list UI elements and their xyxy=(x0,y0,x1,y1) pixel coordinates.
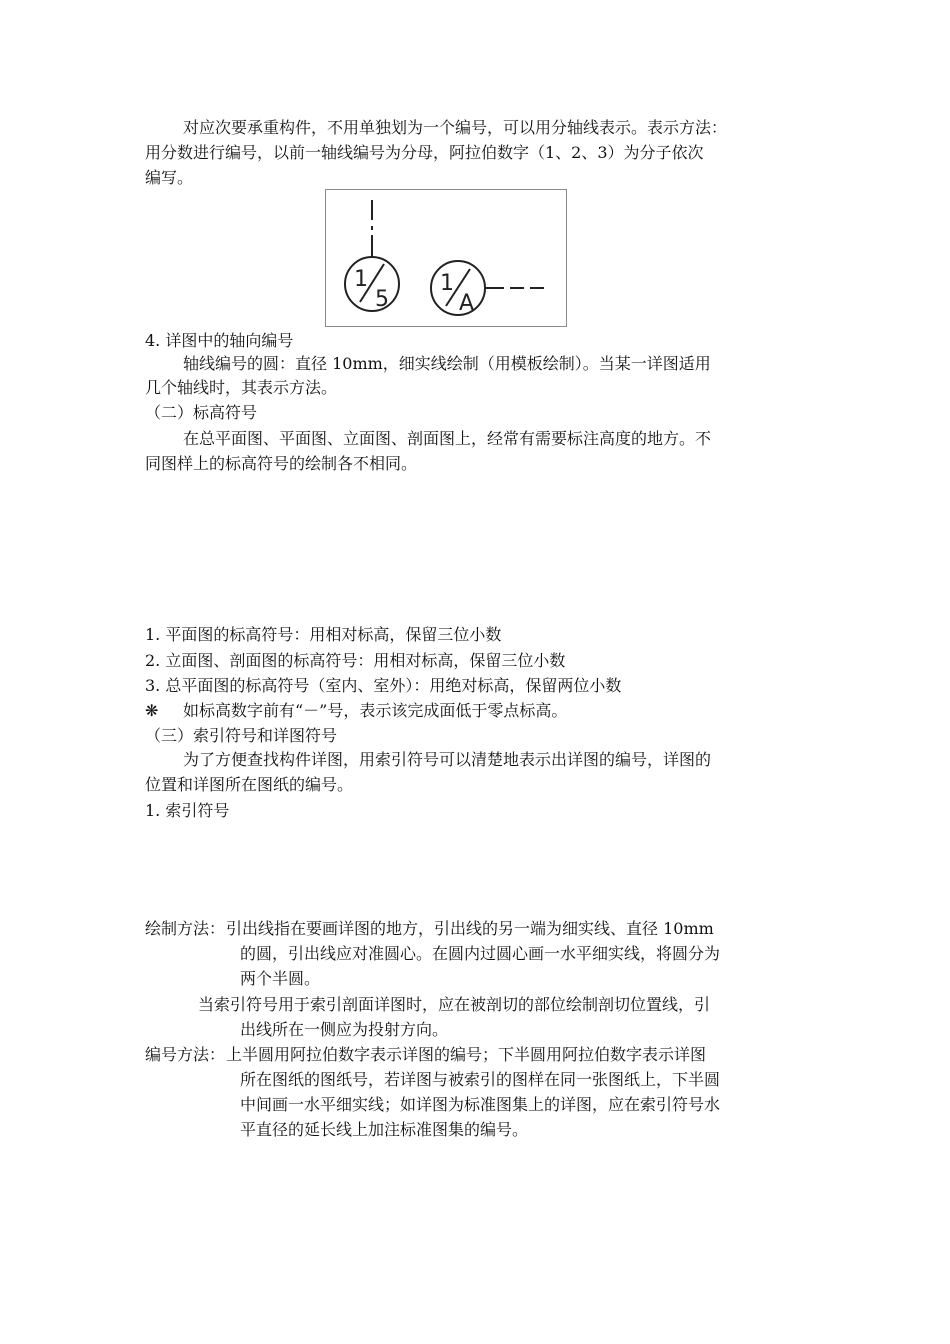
paragraph-line: 对应次要承重构件，不用单独划为一个编号，可以用分轴线表示。表示方法： xyxy=(183,118,728,137)
paragraph-line: 几个轴线时，其表示方法。 xyxy=(145,378,338,397)
paragraph-line: 所在图纸的图纸号，若详图与被索引的图样在同一张图纸上，下半圆 xyxy=(240,1070,721,1089)
section-heading: （三）索引符号和详图符号 xyxy=(145,726,338,745)
axis-symbol-figure xyxy=(325,189,567,327)
list-item: 2. 立面图、剖面图的标高符号：用相对标高，保留三位小数 xyxy=(145,651,566,670)
subsection-heading: 1. 索引符号 xyxy=(145,801,230,820)
method-label: 绘制方法： xyxy=(145,919,226,938)
method-label: 编号方法： xyxy=(145,1045,226,1064)
list-item: 3. 总平面图的标高符号（室内、室外）：用绝对标高，保留两位小数 xyxy=(145,676,622,695)
fraction-numerator: 1 xyxy=(440,271,454,296)
paragraph-line: 中间画一水平细实线；如详图为标准图集上的详图，应在索引符号水 xyxy=(240,1095,721,1114)
paragraph-line: 出线所在一侧应为投射方向。 xyxy=(240,1020,449,1039)
paragraph-line: 用分数进行编号，以前一轴线编号为分母，阿拉伯数字（1、2、3）为分子依次 xyxy=(145,143,704,162)
note-text: 如标高数字前有“－”号，表示该完成面低于零点标高。 xyxy=(183,701,568,720)
fraction-denominator: A xyxy=(459,291,475,316)
paragraph-line: 同图样上的标高符号的绘制各不相同。 xyxy=(145,454,418,473)
paragraph-line: 轴线编号的圆：直径 10mm，细实线绘制（用模板绘制）。当某一详图适用 xyxy=(183,354,711,373)
list-item: 1. 平面图的标高符号：用相对标高，保留三位小数 xyxy=(145,625,502,644)
paragraph-line: 在总平面图、平面图、立面图、剖面图上，经常有需要标注高度的地方。不 xyxy=(183,429,712,448)
note-bullet-icon: ❋ xyxy=(145,701,159,720)
paragraph-line: 引出线指在要画详图的地方，引出线的另一端为细实线、直径 10mm xyxy=(226,919,714,938)
paragraph-line: 位置和详图所在图纸的编号。 xyxy=(145,775,354,794)
axis-symbol-drawing xyxy=(326,190,568,328)
paragraph-line: 的圆，引出线应对准圆心。在圆内过圆心画一水平细实线，将圆分为 xyxy=(240,944,721,963)
section-heading: （二）标高符号 xyxy=(145,403,258,422)
paragraph-line: 编写。 xyxy=(145,168,194,187)
paragraph-line: 平直径的延长线上加注标准图集的编号。 xyxy=(240,1120,529,1139)
fraction-numerator: 1 xyxy=(354,267,368,292)
paragraph-line: 为了方便查找构件详图，用索引符号可以清楚地表示出详图的编号，详图的 xyxy=(183,750,712,769)
paragraph-line: 上半圆用阿拉伯数字表示详图的编号；下半圆用阿拉伯数字表示详图 xyxy=(226,1045,707,1064)
fraction-denominator: 5 xyxy=(375,287,389,312)
paragraph-line: 当索引符号用于索引剖面详图时，应在被剖切的部位绘制剖切位置线，引 xyxy=(198,995,711,1014)
section-heading: 4. 详图中的轴向编号 xyxy=(145,331,294,350)
paragraph-line: 两个半圆。 xyxy=(240,969,321,988)
